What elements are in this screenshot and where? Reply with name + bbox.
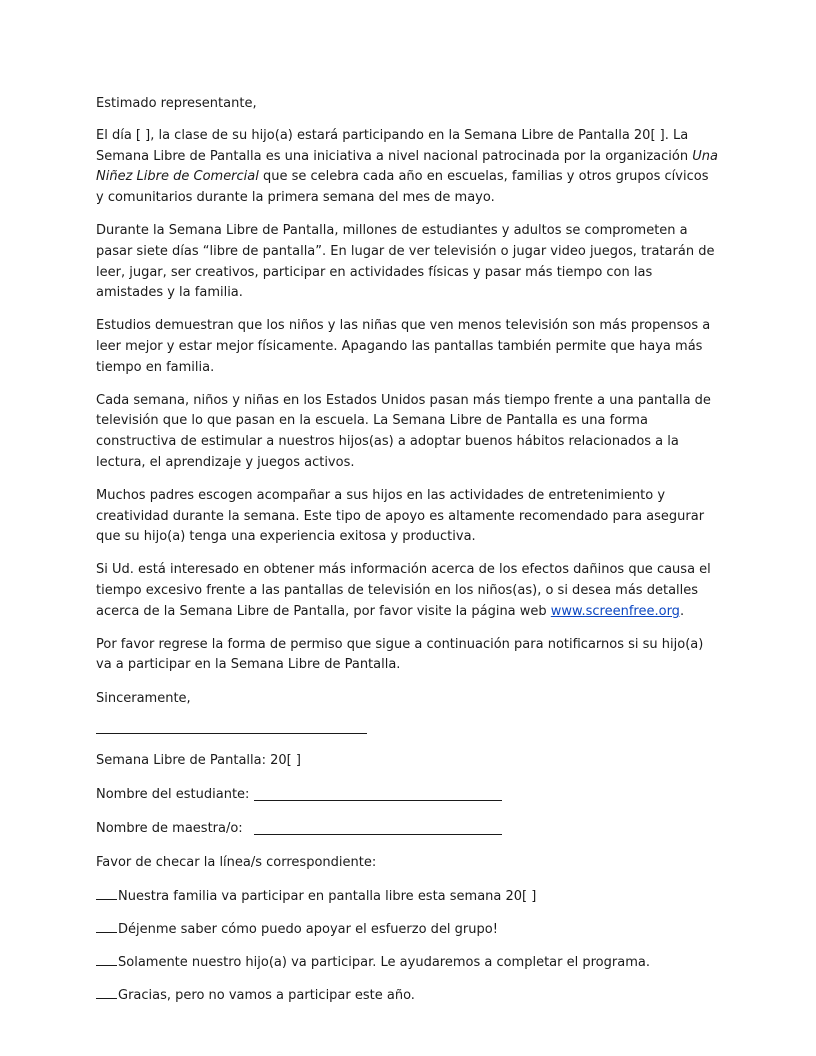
paragraph-parents: Muchos padres escogen acompañar a sus hijos en las actividades de entretenimiento y creatividad durante la semana. Este tipo de apoyo es altamente recomendado para asegurar que su hijo(a) tenga una experiencia exitosa y productiva. (96, 487, 705, 545)
screenfree-website-link[interactable]: www.screenfree.org (550, 603, 680, 619)
greeting: Estimado representante, (96, 96, 257, 111)
check-instructions-label: Favor de checar la línea/s correspondiente: (96, 854, 377, 870)
paragraph-intro (96, 126, 720, 209)
option-label: Nuestra familia va participar en pantalla libre esta semana 20[ ] (118, 888, 537, 904)
option-check-line[interactable] (96, 899, 117, 900)
organization-name: Una Niñez Libre de Comercial (96, 148, 718, 185)
check-instructions (96, 853, 720, 873)
option-not-participating (96, 986, 720, 1006)
teacher-name-field[interactable] (254, 834, 502, 835)
intro-text: El día [ ], la clase de su hijo(a) estará participando en la Semana Libre de Pantalla 20[ ]. La Semana Libre de Pantalla es una iniciativa a nivel nacional patrocinada por la organización (96, 127, 693, 164)
option-check-line[interactable] (96, 932, 117, 933)
paragraph-return-form: Por favor regrese la forma de permiso que sigue a continuación para notificarnos si su hijo(a) va a participar en la Semana Libre de Pantalla. (96, 636, 704, 673)
letter-page (96, 94, 720, 1006)
student-name-row (96, 785, 720, 805)
option-family-participates (96, 887, 720, 907)
closing: Sinceramente, (96, 691, 191, 707)
week-label: Semana Libre de Pantalla: 20[ ] (96, 752, 301, 768)
teacher-name-label: Nombre de maestra/o: (96, 820, 243, 836)
option-label: Déjenme saber cómo puedo apoyar el esfuerzo del grupo! (118, 921, 498, 937)
option-check-line[interactable] (96, 998, 117, 999)
option-check-line[interactable] (96, 965, 117, 966)
paragraph-screen-free-week: Durante la Semana Libre de Pantalla, millones de estudiantes y adultos se comprometen a pasar siete días “libre de pantalla”. En lugar de ver televisión o jugar video juegos, tratarán de leer, jugar, ser creativos, participar en actividades físicas y pasar más tiempo con las amistades y la familia. (96, 222, 715, 301)
signature-line[interactable] (96, 733, 367, 734)
more-info-text: Si Ud. está interesado en obtener más información acerca de los efectos dañinos que causa el tiempo excesivo frente a las pantallas de televisión en los niños(as), o si desea más detalles acerca de la Semana Libre de Pantalla, por favor visite la página web (96, 562, 711, 619)
option-how-to-support (96, 920, 720, 940)
week-field (96, 751, 720, 771)
teacher-name-row (96, 819, 720, 839)
student-name-field[interactable] (254, 800, 502, 801)
paragraph-more-info (96, 560, 720, 622)
paragraph-weekly-time: Cada semana, niños y niñas en los Estados Unidos pasan más tiempo frente a una pantalla de televisión que lo que pasan en la escuela. La Semana Libre de Pantalla es una forma constructiva de estimular a nuestros hijos(as) a adoptar buenos hábitos relacionados a la lectura, el aprendizaje y juegos activos. (96, 392, 711, 470)
option-label: Gracias, pero no vamos a participar este año. (118, 987, 415, 1003)
student-name-label: Nombre del estudiante: (96, 786, 250, 802)
more-info-period: . (679, 603, 685, 619)
paragraph-studies: Estudios demuestran que los niños y las niñas que ven menos televisión son más propensos a leer mejor y estar mejor físicamente. Apagando las pantallas también permite que haya más tiempo en familia. (96, 318, 711, 375)
intro-text-end: que se celebra cada año en escuelas, familias y otros grupos cívicos y comunitarios durante la primera semana del mes de mayo. (96, 169, 709, 206)
option-only-child-participates (96, 953, 720, 973)
option-label: Solamente nuestro hijo(a) va participar. Le ayudaremos a completar el programa. (118, 954, 650, 970)
